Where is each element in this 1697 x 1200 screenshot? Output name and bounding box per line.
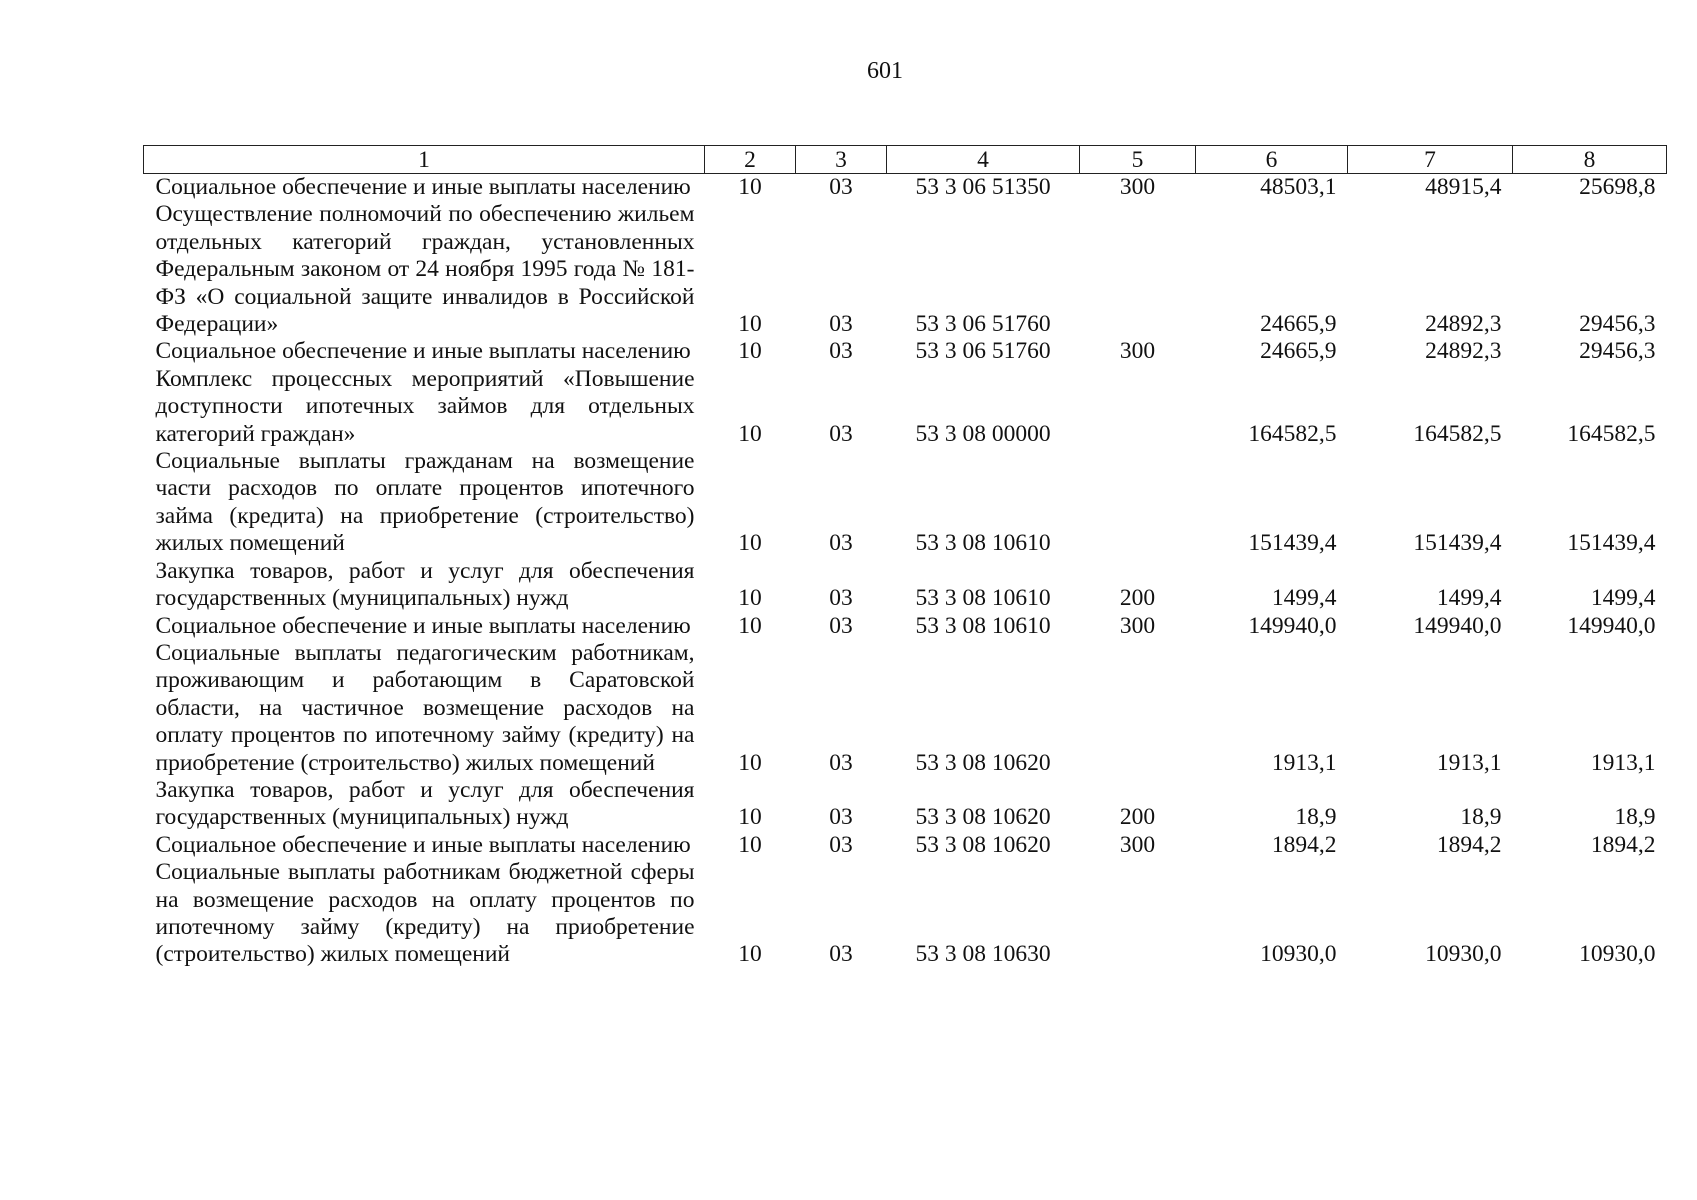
row-expense-type: 200 [1119, 585, 1156, 612]
row-subsection: 03 [829, 749, 853, 776]
row-amount-2: 1894,2 [1436, 831, 1502, 858]
row-amount-1: 18,9 [1295, 804, 1337, 831]
row-name: Социальное обеспечение и иные выплаты населению [155, 612, 691, 639]
row-amount-3: 29456,3 [1579, 311, 1656, 338]
row-section: 10 [738, 338, 762, 365]
row-amount-1: 48503,1 [1260, 174, 1337, 200]
row-amount-1: 24665,9 [1260, 338, 1337, 365]
row-subsection: 03 [829, 804, 853, 831]
row-amount-3: 18,9 [1614, 804, 1656, 831]
row-section: 10 [738, 174, 762, 200]
table-row [144, 640, 1667, 777]
row-amount-2: 164582,5 [1413, 420, 1502, 447]
row-amount-1: 1499,4 [1271, 585, 1337, 612]
column-header-3: 3 [796, 146, 887, 174]
row-target: 53 3 06 51760 [915, 338, 1051, 365]
row-amount-3: 1894,2 [1590, 831, 1656, 858]
row-target: 53 3 06 51350 [915, 174, 1051, 200]
row-expense-type [1080, 366, 1196, 448]
row-amount-1: 151439,4 [1248, 530, 1337, 557]
table-row [144, 174, 1667, 202]
column-header-2: 2 [705, 146, 796, 174]
table-row [144, 777, 1667, 832]
table-body [144, 174, 1667, 969]
table-row [144, 201, 1667, 338]
table-row [144, 832, 1667, 859]
column-header-1: 1 [144, 146, 705, 174]
row-name: Социальные выплаты гражданам на возмещение части расходов по оплате процентов ипотечного займа (кредита) на приобретение (строительство) жилых помещений [155, 448, 695, 557]
row-target: 53 3 08 00000 [915, 420, 1051, 447]
header-row [144, 146, 1667, 174]
column-header-7: 7 [1348, 146, 1513, 174]
table-row [144, 859, 1667, 969]
row-amount-1: 1894,2 [1271, 831, 1337, 858]
row-name: Социальное обеспечение и иные выплаты населению [155, 831, 691, 858]
row-name: Закупка товаров, работ и услуг для обеспечения государственных (муниципальных) нужд [155, 557, 695, 612]
row-expense-type: 200 [1119, 804, 1156, 831]
row-name: Социальное обеспечение и иные выплаты населению [155, 174, 691, 200]
row-subsection: 03 [829, 941, 853, 968]
row-subsection: 03 [829, 831, 853, 858]
column-header-8: 8 [1513, 146, 1667, 174]
row-amount-3: 1499,4 [1590, 585, 1656, 612]
row-expense-type [1080, 448, 1196, 558]
row-subsection: 03 [829, 311, 853, 338]
table-row [144, 613, 1667, 640]
row-amount-2: 1499,4 [1436, 585, 1502, 612]
row-subsection: 03 [829, 612, 853, 639]
row-amount-3: 10930,0 [1579, 941, 1656, 968]
table-row [144, 448, 1667, 558]
table-row [144, 558, 1667, 613]
table-row [144, 338, 1667, 365]
row-amount-2: 18,9 [1460, 804, 1502, 831]
row-target: 53 3 08 10620 [915, 804, 1051, 831]
row-expense-type: 300 [1119, 612, 1156, 639]
row-amount-1: 24665,9 [1260, 311, 1337, 338]
row-amount-2: 48915,4 [1425, 174, 1502, 200]
table-row [144, 366, 1667, 448]
row-amount-2: 151439,4 [1413, 530, 1502, 557]
row-amount-1: 10930,0 [1260, 941, 1337, 968]
row-section: 10 [738, 612, 762, 639]
row-target: 53 3 06 51760 [915, 311, 1051, 338]
column-header-5: 5 [1080, 146, 1196, 174]
row-section: 10 [738, 941, 762, 968]
table-header [144, 146, 1667, 174]
row-amount-1: 149940,0 [1248, 612, 1337, 639]
row-section: 10 [738, 831, 762, 858]
row-name: Комплекс процессных мероприятий «Повышение доступности ипотечных займов для отдельных категорий граждан» [155, 365, 695, 447]
row-subsection: 03 [829, 174, 853, 200]
row-amount-1: 1913,1 [1271, 749, 1337, 776]
row-amount-2: 24892,3 [1425, 338, 1502, 365]
row-amount-3: 25698,8 [1579, 174, 1656, 200]
row-section: 10 [738, 749, 762, 776]
row-section: 10 [738, 420, 762, 447]
row-target: 53 3 08 10630 [915, 941, 1051, 968]
row-amount-2: 149940,0 [1413, 612, 1502, 639]
row-amount-3: 164582,5 [1567, 420, 1656, 447]
row-amount-2: 24892,3 [1425, 311, 1502, 338]
row-name: Социальное обеспечение и иные выплаты населению [155, 338, 691, 365]
row-expense-type: 300 [1119, 831, 1156, 858]
row-amount-1: 164582,5 [1248, 420, 1337, 447]
row-amount-3: 29456,3 [1579, 338, 1656, 365]
row-subsection: 03 [829, 585, 853, 612]
row-subsection: 03 [829, 338, 853, 365]
row-section: 10 [738, 804, 762, 831]
row-amount-2: 10930,0 [1425, 941, 1502, 968]
row-section: 10 [738, 311, 762, 338]
row-section: 10 [738, 530, 762, 557]
row-expense-type [1080, 201, 1196, 338]
row-name: Социальные выплаты педагогическим работникам, проживающим и работающим в Саратовской области, на частичное возмещение расходов на оплату процентов по ипотечному займу (кредиту) на приобретение (строительство) жилых помещений [155, 639, 695, 776]
column-header-6: 6 [1196, 146, 1348, 174]
row-target: 53 3 08 10620 [915, 831, 1051, 858]
row-expense-type [1080, 859, 1196, 969]
row-target: 53 3 08 10610 [915, 585, 1051, 612]
column-header-4: 4 [887, 146, 1080, 174]
row-subsection: 03 [829, 420, 853, 447]
row-target: 53 3 08 10610 [915, 530, 1051, 557]
row-section: 10 [738, 585, 762, 612]
row-expense-type: 300 [1119, 338, 1156, 365]
page-number: 601 [867, 58, 903, 84]
budget-table [143, 145, 1667, 969]
row-subsection: 03 [829, 530, 853, 557]
row-target: 53 3 08 10610 [915, 612, 1051, 639]
row-amount-3: 151439,4 [1567, 530, 1656, 557]
row-amount-3: 149940,0 [1567, 612, 1656, 639]
row-name: Осуществление полномочий по обеспечению жильем отдельных категорий граждан, установленных Федеральным законом от 24 ноября 1995 года № 181-ФЗ «О социальной защите инвалидов в Российской Федерации» [155, 201, 695, 338]
row-target: 53 3 08 10620 [915, 749, 1051, 776]
row-name: Социальные выплаты работникам бюджетной сферы на возмещение расходов на оплату процентов по ипотечному займу (кредиту) на приобретение (строительство) жилых помещений [155, 859, 695, 968]
row-amount-3: 1913,1 [1590, 749, 1656, 776]
row-amount-2: 1913,1 [1436, 749, 1502, 776]
row-name: Закупка товаров, работ и услуг для обеспечения государственных (муниципальных) нужд [155, 776, 695, 831]
row-expense-type: 300 [1119, 174, 1156, 200]
row-expense-type [1080, 640, 1196, 777]
